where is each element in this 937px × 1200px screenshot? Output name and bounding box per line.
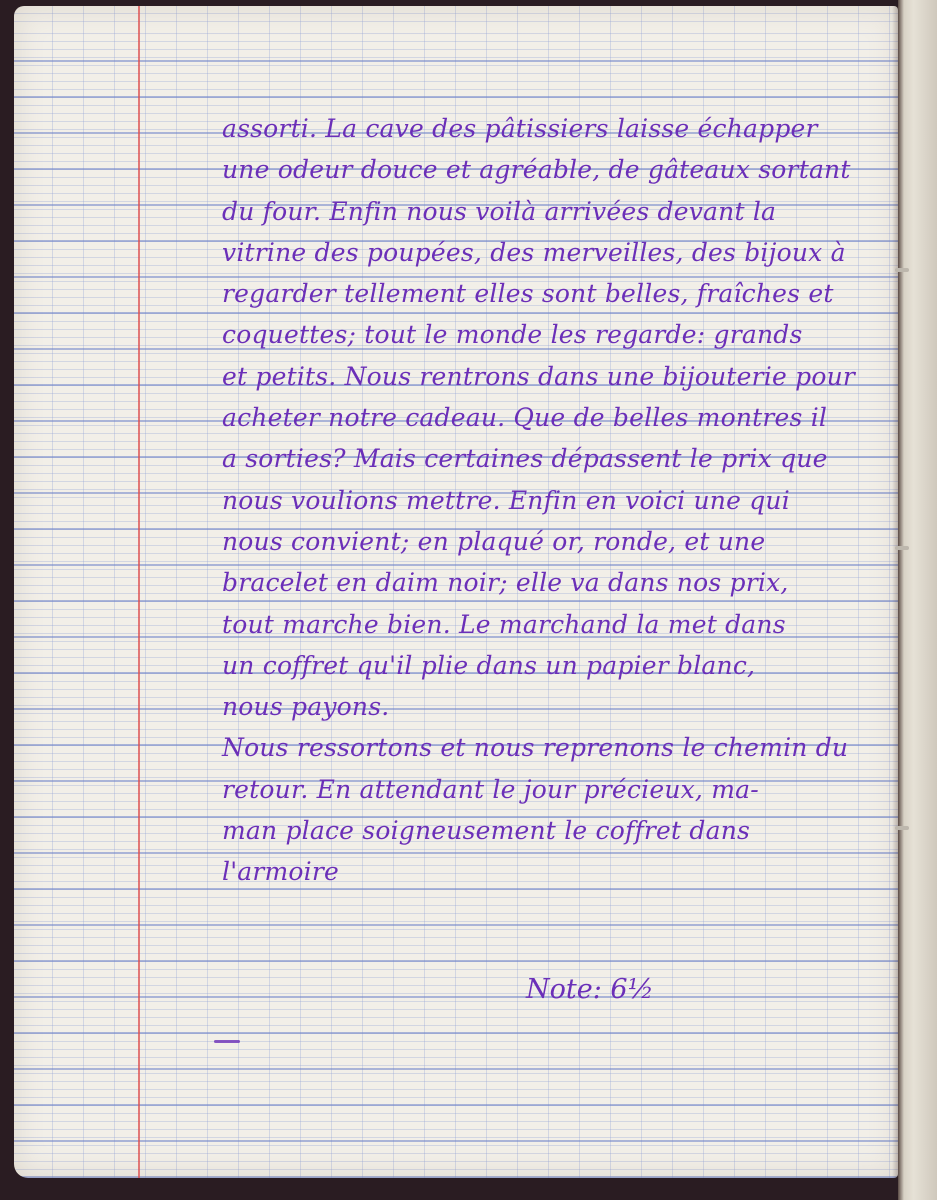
text-line: tout marche bien. Le marchand la met dans xyxy=(222,609,786,639)
text-line: une odeur douce et agréable, de gâteaux sortant xyxy=(222,155,851,185)
notebook-binding xyxy=(898,0,937,1200)
red-margin-line xyxy=(138,6,140,1178)
text-line: vitrine des poupées, des merveilles, des bijoux à xyxy=(222,237,846,267)
text-line: regarder tellement elles sont belles, fraîches et xyxy=(222,279,834,309)
ink-stroke xyxy=(214,1040,240,1043)
text-line: coquettes; tout le monde les regarde: grands xyxy=(222,320,803,350)
handwritten-text xyxy=(222,108,902,893)
text-line: retour. En attendant le jour précieux, ma- xyxy=(222,774,759,804)
text-line: Nous ressortons et nous reprenons le chemin du xyxy=(222,733,849,763)
text-line: man place soigneusement le coffret dans xyxy=(222,816,751,846)
text-line: nous payons. xyxy=(222,692,390,722)
text-line: un coffret qu'il plie dans un papier blanc, xyxy=(222,650,756,680)
text-line: l'armoire xyxy=(222,857,340,887)
text-line: nous convient; en plaqué or, ronde, et une xyxy=(222,526,766,556)
text-line: nous voulions mettre. Enfin en voici une qui xyxy=(222,485,790,515)
grade-note: Note: 6½ xyxy=(526,974,654,1005)
text-line: acheter notre cadeau. Que de belles montres il xyxy=(222,403,828,433)
text-line: du four. Enfin nous voilà arrivées devant la xyxy=(222,196,777,226)
text-line: a sorties? Mais certaines dépassent le prix que xyxy=(222,444,828,474)
text-line: assorti. La cave des pâtissiers laisse échapper xyxy=(222,114,818,143)
text-line: bracelet en daim noir; elle va dans nos prix, xyxy=(222,568,789,598)
text-line: et petits. Nous rentrons dans une bijouterie pour xyxy=(222,361,856,391)
